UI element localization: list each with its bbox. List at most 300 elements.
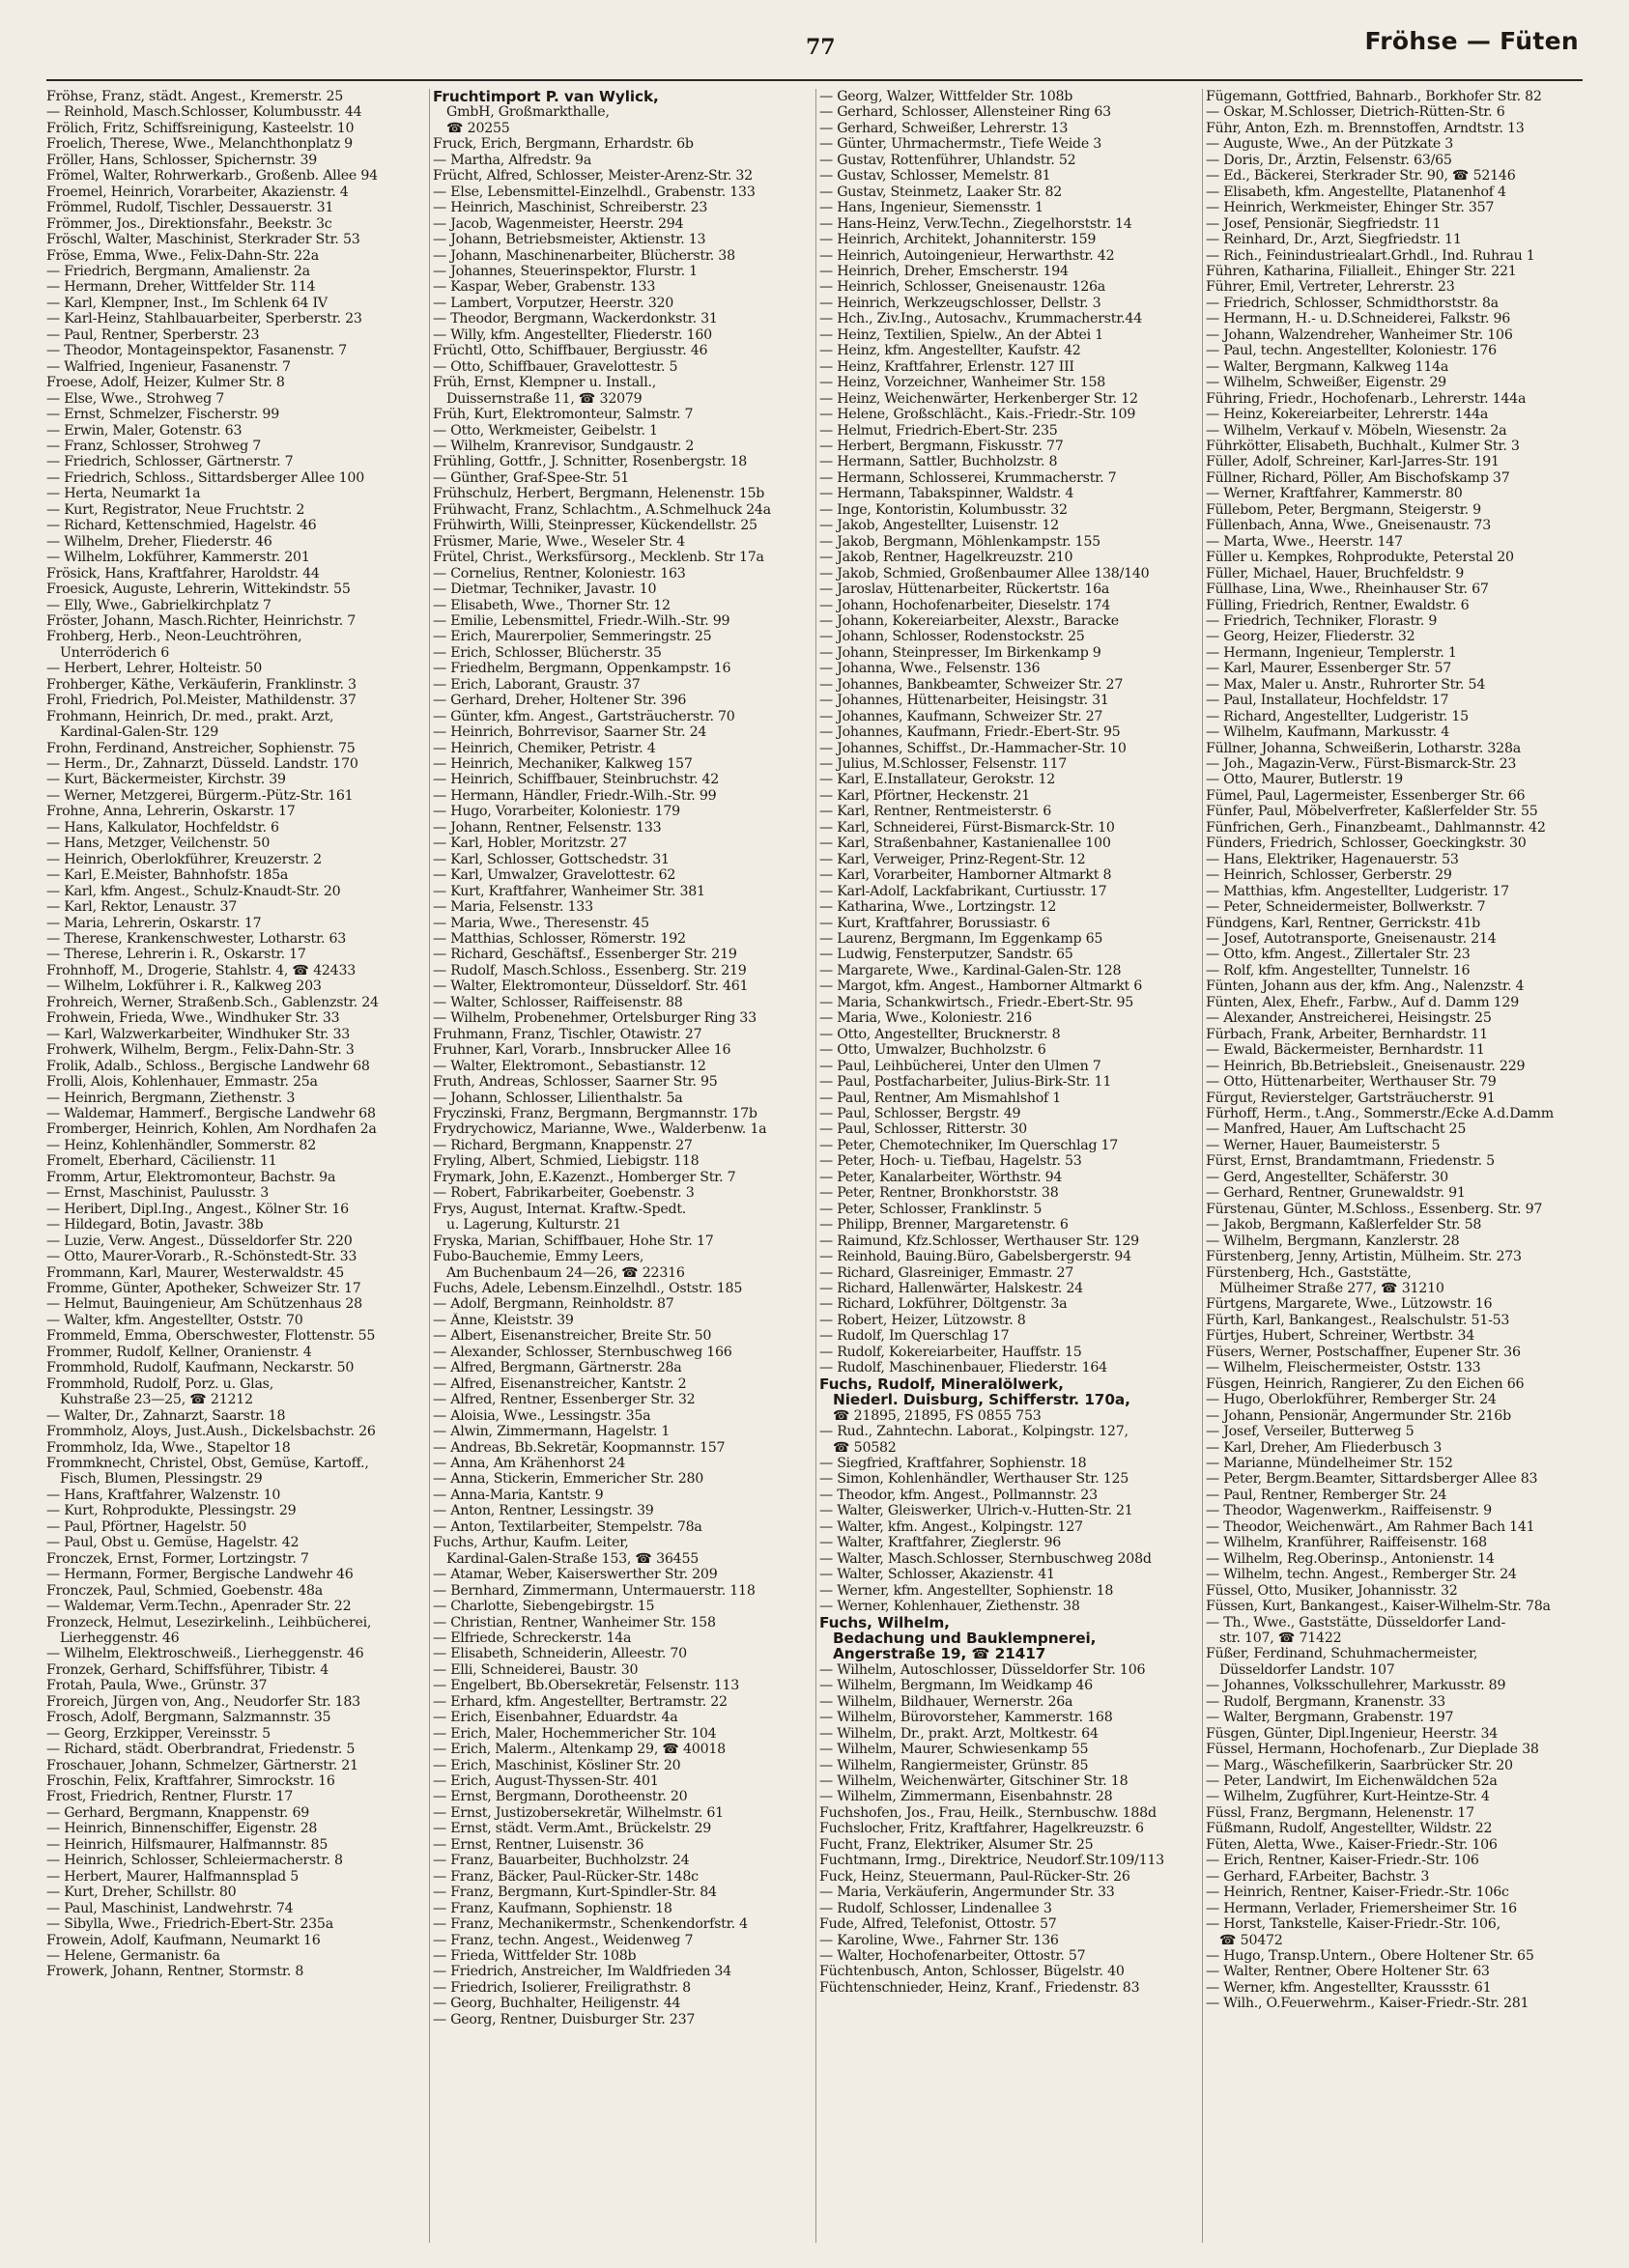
directory-entry: Mülheimer Straße 277, ☎ 31210	[1219, 1280, 1444, 1296]
directory-entry: — Wilhelm, Kranrevisor, Sundgaustr. 2	[433, 438, 695, 454]
directory-entry: — Alfred, Eisenanstreicher, Kantstr. 2	[433, 1375, 687, 1392]
directory-entry: Frohreich, Werner, Straßenb.Sch., Gablenzstr. 24	[46, 994, 379, 1010]
directory-entry: Frohwerk, Wilhelm, Bergm., Felix-Dahn-Str. 3	[46, 1042, 355, 1059]
directory-entry: — Walter, Hochofenarbeiter, Ottostr. 57	[819, 1948, 1086, 1965]
directory-entry: Frommknecht, Christel, Obst, Gemüse, Kartoff.,	[46, 1455, 369, 1471]
directory-entry: — Gerhard, Rentner, Grunewaldstr. 91	[1206, 1185, 1466, 1202]
directory-entry: — Wilhelm, Rangiermeister, Grünstr. 85	[819, 1757, 1089, 1773]
column-divider	[1202, 89, 1203, 2243]
directory-entry: — Heinrich, Schlosser, Schleiermacherstr. 8	[46, 1853, 343, 1869]
directory-entry: — Helene, Großschlächt., Kais.-Friedr.-Str. 109	[819, 407, 1136, 423]
directory-entry: — Siegfried, Kraftfahrer, Sophienstr. 18	[819, 1455, 1087, 1471]
directory-entry: Fuchs, Adele, Lebensm.Einzelhdl., Oststr. 185	[433, 1280, 743, 1296]
directory-entry: — Anna, Am Krähenhorst 24	[433, 1455, 626, 1471]
directory-entry: — Elisabeth, Wwe., Thorner Str. 12	[433, 597, 671, 613]
directory-entry: Füssl, Franz, Bergmann, Helenenstr. 17	[1206, 1804, 1474, 1821]
directory-entry: — Hermann, Händler, Friedr.-Wilh.-Str. 99	[433, 787, 717, 804]
directory-entry: — Heinz, Weichenwärter, Herkenberger Str. 12	[819, 390, 1138, 407]
directory-entry: Frommholz, Aloys, Just.Aush., Dickelsbachstr. 26	[46, 1424, 376, 1440]
directory-entry: Unterröderich 6	[60, 644, 169, 661]
directory-entry: — Gerhard, Schlosser, Allensteiner Ring 63	[819, 104, 1111, 121]
directory-entry: — Bernhard, Zimmermann, Untermauerstr. 118	[433, 1582, 756, 1599]
directory-entry: — Friedrich, Bergmann, Amalienstr. 2a	[46, 263, 310, 279]
directory-entry: — Walter, Bergmann, Grabenstr. 197	[1206, 1710, 1454, 1726]
directory-entry: Fürstenau, Günter, M.Schloss., Essenberg. Str. 97	[1206, 1201, 1543, 1217]
directory-entry: — Ed., Bäckerei, Sterkrader Str. 90, ☎ 52146	[1206, 168, 1516, 184]
directory-entry: — Philipp, Brenner, Margaretenstr. 6	[819, 1217, 1069, 1233]
directory-entry: Fuchs, Arthur, Kaufm. Leiter,	[433, 1535, 629, 1551]
directory-entry: — Johann, Hochofenarbeiter, Dieselstr. 174	[819, 597, 1111, 613]
directory-entry: — Johann, Pensionär, Angermunder Str. 216b	[1206, 1407, 1511, 1424]
directory-entry: — Karl, Verweiger, Prinz-Regent-Str. 12	[819, 851, 1086, 867]
directory-entry: — Karl, Hobler, Moritzstr. 27	[433, 836, 627, 852]
directory-entry: — Georg, Rentner, Duisburger Str. 237	[433, 2011, 696, 2027]
directory-entry: — Max, Maler u. Anstr., Ruhrorter Str. 54	[1206, 676, 1486, 693]
directory-entry: — Günter, kfm. Angest., Gartsträucherstr. 70	[433, 708, 735, 724]
directory-entry: — Anna-Maria, Kantstr. 9	[433, 1487, 604, 1503]
directory-entry: — Hans, Kalkulator, Hochfeldstr. 6	[46, 819, 279, 836]
directory-entry: Füssen, Kurt, Bankangest., Kaiser-Wilhelm-Str. 78a	[1206, 1599, 1551, 1615]
directory-entry: Führing, Friedr., Hochofenarb., Lehrerstr. 144a	[1206, 390, 1527, 407]
page-header	[0, 27, 1629, 75]
directory-entry: — Josef, Autotransporte, Gneisenaustr. 214	[1206, 931, 1497, 948]
directory-entry: Füllhase, Lina, Wwe., Rheinhauser Str. 67	[1206, 581, 1489, 598]
directory-entry: — Heinrich, Oberlokführer, Kreuzerstr. 2	[46, 851, 322, 867]
directory-entry: — Hermann, Former, Bergische Landwehr 46	[46, 1567, 354, 1583]
directory-entry: — Rudolf, Im Querschlag 17	[819, 1328, 1010, 1345]
directory-entry: Frohn, Ferdinand, Anstreicher, Sophienstr. 75	[46, 740, 356, 756]
directory-entry: — Heinrich, Autoingenieur, Herwarthstr. 42	[819, 247, 1115, 264]
directory-entry: — Friedrich, Techniker, Florastr. 9	[1206, 612, 1438, 629]
directory-entry: — Karoline, Wwe., Fahrner Str. 136	[819, 1932, 1059, 1948]
directory-entry: — Johannes, Hüttenarbeiter, Heisingstr. 31	[819, 693, 1109, 709]
directory-entry: — Ernst, Maschinist, Paulusstr. 3	[46, 1185, 269, 1202]
directory-entry: Füssel, Otto, Musiker, Johannisstr. 32	[1206, 1582, 1458, 1599]
directory-entry: — Else, Lebensmittel-Einzelhdl., Grabenstr. 133	[433, 184, 756, 200]
directory-entry: — Else, Wwe., Strohweg 7	[46, 390, 224, 407]
directory-entry: — Georg, Walzer, Wittfelder Str. 108b	[819, 89, 1073, 104]
directory-entry: GmbH, Großmarkthalle,	[446, 104, 610, 121]
directory-entry: — Gustav, Rottenführer, Uhlandstr. 52	[819, 152, 1076, 168]
directory-entry: — Walter, Rentner, Obere Holtener Str. 63	[1206, 1964, 1490, 1980]
directory-entry: — Wilhelm, Maurer, Schwiesenkamp 55	[819, 1742, 1089, 1758]
directory-entry: — Maria, Wwe., Koloniestr. 216	[819, 1010, 1032, 1027]
directory-entry: — Hermann, Sattler, Buchholzstr. 8	[819, 454, 1058, 470]
directory-entry: Fruhmann, Franz, Tischler, Otawistr. 27	[433, 1026, 702, 1042]
directory-entry: — Paul, Obst u. Gemüse, Hagelstr. 42	[46, 1535, 300, 1551]
directory-entry: — Adolf, Bergmann, Reinholdstr. 87	[433, 1296, 674, 1313]
directory-entry: — Paul, Rentner, Am Mismahlshof 1	[819, 1090, 1062, 1106]
directory-entry: — Heinrich, Werkmeister, Ehinger Str. 357	[1206, 200, 1495, 216]
directory-entry: — Maria, Schankwirtsch., Friedr.-Ebert-Str. 95	[819, 994, 1134, 1010]
directory-entry: — Johannes, Bankbeamter, Schweizer Str. 27	[819, 676, 1124, 693]
directory-entry: Fisch, Blumen, Plessingstr. 29	[60, 1471, 263, 1488]
directory-entry: Fünten, Johann aus der, kfm. Ang., Nalenzstr. 4	[1206, 978, 1525, 995]
directory-entry: — Paul, Installateur, Hochfeldstr. 17	[1206, 693, 1449, 709]
directory-entry: — Heribert, Dipl.Ing., Angest., Kölner Str. 16	[46, 1201, 349, 1217]
directory-entry: — Waldemar, Hammerf., Bergische Landwehr 68	[46, 1106, 376, 1121]
directory-entry: — Cornelius, Rentner, Koloniestr. 163	[433, 565, 686, 581]
directory-entry: — Walter, Masch.Schlosser, Sternbuschweg 208d	[819, 1550, 1152, 1567]
directory-entry: — Rudolf, Maschinenbauer, Fliederstr. 164	[819, 1360, 1107, 1376]
directory-entry: — Julius, M.Schlosser, Felsenstr. 117	[819, 756, 1068, 773]
directory-entry: — Josef, Pensionär, Siegfriedstr. 11	[1206, 215, 1442, 232]
directory-entry: — Friedrich, Schlosser, Gärtnerstr. 7	[46, 454, 294, 470]
directory-entry: Kardinal-Galen-Str. 129	[60, 724, 219, 741]
directory-entry: — Karl, Rentner, Rentmeisterstr. 6	[819, 804, 1052, 820]
directory-entry: Frohnhoff, M., Drogerie, Stahlstr. 4, ☎ 42433	[46, 962, 356, 978]
directory-entry: — Erich, Laborant, Graustr. 37	[433, 676, 641, 693]
directory-entry: Früsmer, Marie, Wwe., Weseler Str. 4	[433, 533, 685, 550]
directory-entry: Fromberger, Heinrich, Kohlen, Am Nordhafen 2a	[46, 1121, 377, 1138]
directory-entry: — Rudolf, Schlosser, Lindenallee 3	[819, 1900, 1052, 1916]
directory-entry: — Doris, Dr., Ärztin, Felsenstr. 63/65	[1206, 152, 1452, 168]
directory-entry: — Anton, Rentner, Lessingstr. 39	[433, 1503, 654, 1519]
directory-entry: — Marianne, Mündelheimer Str. 152	[1206, 1455, 1453, 1471]
directory-entry: Fuchslocher, Fritz, Kraftfahrer, Hagelkreuzstr. 6	[819, 1821, 1144, 1837]
directory-entry: — Werner, Hauer, Baumeisterstr. 5	[1206, 1137, 1441, 1153]
directory-entry: — Erich, Schlosser, Blücherstr. 35	[433, 644, 662, 661]
directory-entry: — Kurt, Rohprodukte, Plessingstr. 29	[46, 1503, 297, 1519]
directory-entry: — Änne, Kleiststr. 39	[433, 1312, 574, 1328]
directory-entry: — Wilhelm, Fleischermeister, Oststr. 133	[1206, 1360, 1481, 1376]
directory-entry: Frühwirth, Willi, Steinpresser, Kückendellstr. 25	[433, 518, 757, 534]
directory-entry: — Johannes, Kaufmann, Friedr.-Ebert-Str. 95	[819, 724, 1121, 741]
directory-entry: — Wilhelm, Zimmermann, Eisenbahnstr. 28	[819, 1789, 1113, 1805]
directory-entry: Fruth, Andreas, Schlosser, Saarner Str. 95	[433, 1074, 718, 1091]
directory-entry: — Auguste, Wwe., An der Pützkate 3	[1206, 136, 1454, 153]
directory-entry: Fürst, Ernst, Brandamtmann, Friedenstr. 5	[1206, 1153, 1495, 1170]
directory-entry: — Franz, techn. Angest., Weidenweg 7	[433, 1932, 694, 1948]
directory-entry: — Peter, Kanalarbeiter, Wörthstr. 94	[819, 1169, 1063, 1185]
directory-entry: Frommer, Rudolf, Kellner, Oranienstr. 4	[46, 1344, 312, 1360]
directory-entry: — Wilhelm, Lokführer, Kammerstr. 201	[46, 550, 310, 566]
directory-entry: — Richard, Lokführer, Döltgenstr. 3a	[819, 1296, 1068, 1313]
directory-entry: Frost, Friedrich, Rentner, Flurstr. 17	[46, 1789, 294, 1805]
directory-entry: — Paul, Leihbücherei, Unter den Ulmen 7	[819, 1058, 1101, 1074]
directory-entry: — Elisabeth, kfm. Angestellte, Platanenhof 4	[1206, 184, 1506, 200]
directory-entry: — Richard, Hallenwärter, Halskestr. 24	[819, 1280, 1083, 1296]
directory-entry: — Rich., Feinindustriealart.Grhdl., Ind. Ruhrau 1	[1206, 247, 1535, 264]
directory-entry: — Peter, Bergm.Beamter, Sittardsberger Allee 83	[1206, 1471, 1538, 1488]
directory-entry: — Ernst, Justizobersekretär, Wilhelmstr. 61	[433, 1804, 724, 1821]
directory-entry: — Walfried, Ingenieur, Fasanenstr. 7	[46, 358, 291, 375]
directory-entry: — Walter, Gleiswerker, Ulrich-v.-Hutten-Str. 21	[819, 1503, 1133, 1519]
directory-entry: — Richard, Glasreiniger, Emmastr. 27	[819, 1264, 1074, 1281]
directory-entry: — Ernst, Bergmann, Dorotheenstr. 20	[433, 1789, 688, 1805]
directory-entry: Frohl, Friedrich, Pol.Meister, Mathildenstr. 37	[46, 693, 357, 709]
directory-entry: — Heinrich, Hilfsmaurer, Halfmannstr. 85	[46, 1836, 329, 1853]
directory-entry: — Karl, E.Installateur, Gerokstr. 12	[819, 772, 1056, 788]
directory-entry: — Friedrich, Isolierer, Freiligrathstr. 8	[433, 1979, 691, 1996]
directory-entry: Frommann, Karl, Maurer, Westerwaldstr. 45	[46, 1264, 344, 1281]
directory-entry: — Karl, kfm. Angest., Schulz-Knaudt-Str. 20	[46, 883, 341, 899]
directory-entry: — Hermann, Ingenieur, Templerstr. 1	[1206, 644, 1457, 661]
directory-entry: — Herbert, Lehrer, Holteistr. 50	[46, 661, 262, 677]
directory-entry: Am Buchenbaum 24—26, ☎ 22316	[446, 1264, 685, 1281]
directory-entry: — Walter, Elektromonteur, Düsseldorf. Str. 461	[433, 978, 749, 995]
directory-entry: — Katharina, Wwe., Lortzingstr. 12	[819, 899, 1057, 916]
directory-entry: — Günther, Graf-Spee-Str. 51	[433, 469, 629, 486]
directory-entry: Fronzek, Gerhard, Schiffsführer, Tibistr. 4	[46, 1661, 329, 1678]
directory-entry: — Kurt, Dreher, Schillstr. 80	[46, 1885, 237, 1901]
directory-entry: — Werner, Metzgerei, Bürgerm.-Pütz-Str. 161	[46, 787, 354, 804]
directory-entry: — Georg, Heizer, Fliederstr. 32	[1206, 629, 1415, 645]
directory-columns	[46, 89, 1585, 2243]
directory-entry: — Heinrich, Rentner, Kaiser-Friedr.-Str. 106c	[1206, 1885, 1509, 1901]
directory-entry: — Erich, Maschinist, Kösliner Str. 20	[433, 1757, 681, 1773]
directory-entry: Fromelt, Eberhard, Cäcilienstr. 11	[46, 1153, 277, 1170]
directory-entry: — Josef, Verseiler, Butterweg 5	[1206, 1424, 1415, 1440]
directory-entry: — Heinrich, Dreher, Emscherstr. 194	[819, 263, 1069, 279]
directory-entry: Fürbach, Frank, Arbeiter, Bernhardstr. 11	[1206, 1026, 1488, 1042]
column-divider	[815, 89, 816, 2243]
directory-entry: Füten, Aletta, Wwe., Kaiser-Friedr.-Str. 106	[1206, 1836, 1498, 1853]
directory-entry: — Hans, Metzger, Veilchenstr. 50	[46, 836, 271, 852]
directory-entry: — Martha, Alfredstr. 9a	[433, 152, 592, 168]
directory-entry: — Heinrich, Bb.Betriebsleit., Gneisenaustr. 229	[1206, 1058, 1526, 1074]
directory-entry: — Franz, Kaufmann, Sophienstr. 18	[433, 1900, 672, 1916]
directory-entry: — Paul, Schlosser, Ritterstr. 30	[819, 1121, 1027, 1138]
directory-entry: — Richard, städt. Oberbrandrat, Friedenstr. 5	[46, 1742, 356, 1758]
directory-entry: — Wilhelm, Dreher, Fliederstr. 46	[46, 533, 272, 550]
directory-entry: Füchtenbusch, Anton, Schlosser, Bügelstr. 40	[819, 1964, 1125, 1980]
directory-entry: Fünfer, Paul, Möbelverfreter, Kaßlerfelder Str. 55	[1206, 804, 1538, 820]
directory-entry-bold: Fruchtimport P. van Wylick,	[433, 89, 659, 105]
directory-entry: — Hermann, Verlader, Friemersheimer Str. 16	[1206, 1900, 1517, 1916]
directory-entry: — Walter, Dr., Zahnarzt, Saarstr. 18	[46, 1407, 286, 1424]
directory-entry: — Christian, Rentner, Wanheimer Str. 158	[433, 1614, 716, 1630]
directory-entry: — Paul, Rentner, Remberger Str. 24	[1206, 1487, 1447, 1503]
directory-entry: Frohberg, Herb., Neon-Leuchtröhren,	[46, 629, 302, 645]
directory-entry: — Anna, Stickerin, Emmericher Str. 280	[433, 1471, 704, 1488]
directory-entry: — Hildegard, Botin, Javastr. 38b	[46, 1217, 264, 1233]
directory-entry: — Manfred, Hauer, Am Luftschacht 25	[1206, 1121, 1467, 1138]
directory-entry: — Otto, Maurer-Vorarb., R.-Schönstedt-Str. 33	[46, 1249, 357, 1265]
directory-entry: — Franz, Schlosser, Strohweg 7	[46, 438, 262, 454]
directory-entry: Fröster, Johann, Masch.Richter, Heinrichstr. 7	[46, 612, 357, 629]
directory-entry: Führkötter, Elisabeth, Buchhalt., Kulmer Str. 3	[1206, 438, 1520, 454]
directory-entry: — Reinhold, Bauing.Büro, Gabelsbergerstr. 94	[819, 1249, 1131, 1265]
directory-entry: — Karl, Walzwerkarbeiter, Windhuker Str. 33	[46, 1026, 351, 1042]
directory-entry: Frücht, Alfred, Schlosser, Meister-Arenz-Str. 32	[433, 168, 753, 184]
directory-entry: — Hugo, Oberlokführer, Remberger Str. 24	[1206, 1392, 1497, 1408]
directory-column-2	[433, 89, 812, 2243]
directory-entry: Frommhold, Rudolf, Porz. u. Glas,	[46, 1375, 273, 1392]
directory-entry: — Heinrich, Bergmann, Ziethenstr. 3	[46, 1090, 296, 1106]
directory-entry: — Wilhelm, Weichenwärter, Gitschiner Str. 18	[819, 1773, 1129, 1790]
directory-entry: Füller, Michael, Hauer, Bruchfeldstr. 9	[1206, 565, 1465, 581]
directory-entry: — Johanna, Wwe., Felsenstr. 136	[819, 661, 1041, 677]
directory-entry: — Franz, Bauarbeiter, Buchholzstr. 24	[433, 1853, 690, 1869]
directory-entry: Fünfrichen, Gerh., Finanzbeamt., Dahlmannstr. 42	[1206, 819, 1546, 836]
directory-entry: — Wilhelm, Elektroschweiß., Lierheggenstr. 46	[46, 1646, 364, 1662]
directory-entry: — Johann, Steinpresser, Im Birkenkamp 9	[819, 644, 1101, 661]
directory-entry: Fucht, Franz, Elektriker, Alsumer Str. 25	[819, 1836, 1094, 1853]
directory-entry: — Wilhelm, Verkauf v. Möbeln, Wiesenstr. 2a	[1206, 422, 1507, 439]
directory-entry: — Johann, Kokereiarbeiter, Alexstr., Baracke	[819, 612, 1119, 629]
directory-entry: — Werner, Kraftfahrer, Kammerstr. 80	[1206, 486, 1463, 502]
directory-entry: — Walter, Schlosser, Akazienstr. 41	[819, 1567, 1055, 1583]
directory-entry: — Robert, Heizer, Lützowstr. 8	[819, 1312, 1026, 1328]
directory-entry: — Paul, Schlosser, Bergstr. 49	[819, 1106, 1021, 1121]
directory-entry: — Wilhelm, Reg.Oberinsp., Antonienstr. 14	[1206, 1550, 1495, 1567]
directory-entry: — Karl-Heinz, Stahlbauarbeiter, Sperberstr. 23	[46, 311, 362, 327]
directory-entry: — Jacob, Wagenmeister, Heerstr. 294	[433, 215, 684, 232]
directory-entry: — Theodor, Bergmann, Wackerdonkstr. 31	[433, 311, 718, 327]
directory-entry: — Wilhelm, Schweißer, Eigenstr. 29	[1206, 375, 1446, 391]
directory-entry: — Gerd, Angestellter, Schäferstr. 30	[1206, 1169, 1448, 1185]
directory-entry: Füssel, Hermann, Hochofenarb., Zur Dieplade 38	[1206, 1742, 1539, 1758]
directory-entry: — Marg., Wäschefilkerin, Saarbrücker Str. 20	[1206, 1757, 1513, 1773]
directory-entry: — Laurenz, Bergmann, Im Eggenkamp 65	[819, 931, 1103, 948]
directory-entry: — Georg, Buchhalter, Heiligenstr. 44	[433, 1996, 681, 2012]
directory-entry: — Horst, Tankstelle, Kaiser-Friedr.-Str. 106,	[1206, 1916, 1500, 1933]
directory-entry: Fürstenberg, Jenny, Artistin, Mülheim. Str. 273	[1206, 1249, 1522, 1265]
directory-entry: — Th., Wwe., Gaststätte, Düsseldorfer Land-	[1206, 1614, 1506, 1630]
directory-entry: Fryczinski, Franz, Bergmann, Bergmannstr. 17b	[433, 1106, 757, 1121]
directory-entry: — Margot, kfm. Angest., Hamborner Altmarkt 6	[819, 978, 1143, 995]
directory-entry: — Theodor, Weichenwärt., Am Rahmer Bach 141	[1206, 1518, 1535, 1535]
directory-entry: — Kurt, Registrator, Neue Fruchtstr. 2	[46, 501, 305, 518]
directory-entry: Füsgen, Günter, Dipl.Ingenieur, Heerstr. 34	[1206, 1725, 1499, 1742]
directory-entry: — Gerhard, F.Arbeiter, Bachstr. 3	[1206, 1868, 1430, 1885]
directory-entry: Froemel, Heinrich, Vorarbeiter, Akazienstr. 4	[46, 184, 349, 200]
directory-entry: — Joh., Magazin-Verw., Fürst-Bismarck-Str. 23	[1206, 756, 1517, 773]
directory-entry: — Gerhard, Schweißer, Lehrerstr. 13	[819, 120, 1069, 136]
directory-entry: Frydrychowicz, Marianne, Wwe., Walderbenw. 1a	[433, 1121, 767, 1138]
directory-entry: — Engelbert, Bb.Obersekretär, Felsenstr. 113	[433, 1678, 740, 1694]
directory-entry: — Richard, Geschäftsf., Essenberger Str. 219	[433, 947, 737, 963]
directory-entry: Duissernstraße 11, ☎ 32079	[446, 390, 643, 407]
directory-entry: — Kurt, Kraftfahrer, Borussiastr. 6	[819, 915, 1050, 931]
directory-entry: — Peter, Landwirt, Im Eichenwäldchen 52a	[1206, 1773, 1498, 1790]
directory-entry: — Paul, Pförtner, Hagelstr. 50	[46, 1518, 246, 1535]
directory-entry: Frühling, Gottfr., J. Schnitter, Rosenbergstr. 18	[433, 454, 748, 470]
directory-entry: Füsgen, Heinrich, Rangierer, Zu den Eichen 66	[1206, 1375, 1525, 1392]
directory-entry: — Andreas, Bb.Sekretär, Koopmannstr. 157	[433, 1439, 726, 1456]
directory-entry: — Reinhard, Dr., Arzt, Siegfriedstr. 11	[1206, 232, 1462, 248]
directory-entry: — Ewald, Bäckermeister, Bernhardstr. 11	[1206, 1042, 1485, 1059]
directory-entry: — Alexander, Schlosser, Sternbuschweg 166	[433, 1344, 732, 1360]
directory-entry: — Emilie, Lebensmittel, Friedr.-Wilh.-Str. 99	[433, 612, 730, 629]
directory-entry: — Theodor, kfm. Angest., Pollmannstr. 23	[819, 1487, 1098, 1503]
directory-entry: Fronczek, Ernst, Former, Lortzingstr. 7	[46, 1550, 309, 1567]
directory-entry: — Rudolf, Masch.Schloss., Essenberg. Str. 219	[433, 962, 747, 978]
directory-entry: — Paul, techn. Angestellter, Koloniestr. 176	[1206, 343, 1497, 359]
directory-entry: — Wilhelm, Probenehmer, Ortelsburger Ring 33	[433, 1010, 757, 1027]
directory-entry: Fuck, Heinz, Steuermann, Paul-Rücker-Str. 26	[819, 1868, 1130, 1885]
directory-entry: ☎ 20255	[446, 120, 510, 136]
directory-entry: — Maria, Lehrerin, Oskarstr. 17	[46, 915, 262, 931]
directory-entry: — Waldemar, Verm.Techn., Apenrader Str. 22	[46, 1599, 352, 1615]
directory-entry: Fude, Alfred, Telefonist, Ottostr. 57	[819, 1916, 1057, 1933]
directory-entry: — Gustav, Schlosser, Memelstr. 81	[819, 168, 1051, 184]
directory-entry: — Herbert, Bergmann, Fiskusstr. 77	[819, 438, 1064, 454]
directory-entry-bold: Bedachung und Bauklempnerei,	[833, 1630, 1097, 1647]
directory-entry: — Walter, Elektromont., Sebastianstr. 12	[433, 1058, 706, 1074]
directory-entry: — Rudolf, Bergmann, Kranenstr. 33	[1206, 1693, 1445, 1710]
directory-entry: — Herm., Dr., Zahnarzt, Düsseld. Landstr. 170	[46, 756, 358, 773]
directory-entry: — Erwin, Maler, Gotenstr. 63	[46, 422, 243, 439]
directory-entry: — Heinrich, Schlosser, Gneisenaustr. 126a	[819, 279, 1105, 296]
directory-entry-bold: Fuchs, Wilhelm,	[819, 1614, 950, 1630]
directory-entry: Führ, Anton, Ezh. m. Brennstoffen, Arndtstr. 13	[1206, 120, 1525, 136]
directory-entry: — Karl, Vorarbeiter, Hamborner Altmarkt 8	[819, 867, 1112, 884]
directory-entry: — Peter, Hoch- u. Tiefbau, Hagelstr. 53	[819, 1153, 1082, 1170]
directory-entry: Fryling, Albert, Schmied, Liebigstr. 118	[433, 1153, 700, 1170]
directory-entry: — Oskar, M.Schlosser, Dietrich-Rütten-Str. 6	[1206, 104, 1505, 121]
directory-entry: — Therese, Lehrerin i. R., Oskarstr. 17	[46, 947, 306, 963]
directory-entry: — Raimund, Kfz.Schlosser, Werthauser Str. 129	[819, 1233, 1139, 1249]
directory-entry: — Theodor, Montageinspektor, Fasanenstr. 7	[46, 343, 347, 359]
directory-entry: Fürstenberg, Hch., Gaststätte,	[1206, 1264, 1412, 1281]
directory-entry: str. 107, ☎ 71422	[1219, 1630, 1342, 1646]
directory-entry: — Luzie, Verw. Angest., Düsseldorfer Str. 220	[46, 1233, 353, 1249]
directory-entry: — Heinrich, Bohrrevisor, Saarner Str. 24	[433, 724, 707, 741]
directory-entry: Fröse, Emma, Wwe., Felix-Dahn-Str. 22a	[46, 247, 319, 264]
directory-entry: — Walter, kfm. Angestellter, Oststr. 70	[46, 1312, 303, 1328]
directory-entry: — Karl, Dreher, Am Fliederbusch 3	[1206, 1439, 1443, 1456]
directory-entry: — Wilhelm, Bürovorsteher, Kammerstr. 168	[819, 1710, 1113, 1726]
directory-entry: Froelich, Therese, Wwe., Melanchthonplatz 9	[46, 136, 353, 153]
directory-entry: — Paul, Maschinist, Landwehrstr. 74	[46, 1900, 294, 1916]
directory-entry: — Erich, Maler, Hochemmericher Str. 104	[433, 1725, 717, 1742]
directory-entry: — Otto, Maurer, Butlerstr. 19	[1206, 772, 1403, 788]
directory-entry: — Kurt, Bäckermeister, Kirchstr. 39	[46, 772, 286, 788]
directory-entry: — Frieda, Wittfelder Str. 108b	[433, 1948, 637, 1965]
directory-entry: — Elly, Wwe., Gabrielkirchplatz 7	[46, 597, 272, 613]
directory-entry: — Alfred, Bergmann, Gärtnerstr. 28a	[433, 1360, 682, 1376]
directory-entry: — Otto, Umwalzer, Buchholzstr. 6	[819, 1042, 1046, 1059]
directory-entry: — Helene, Germanistr. 6a	[46, 1948, 220, 1965]
directory-entry: — Richard, Kettenschmied, Hagelstr. 46	[46, 518, 317, 534]
directory-entry: Füllenbach, Anna, Wwe., Gneisenaustr. 73	[1206, 518, 1491, 534]
directory-entry: — Rud., Zahntechn. Laborat., Kolpingstr. 127,	[819, 1424, 1129, 1440]
directory-entry: Früh, Ernst, Klempner u. Install.,	[433, 375, 657, 391]
directory-entry: Fünders, Friedrich, Schlosser, Goeckingkstr. 30	[1206, 836, 1527, 852]
directory-entry: — Inge, Kontoristin, Kolumbusstr. 32	[819, 501, 1068, 518]
directory-entry: — Karl, Klempner, Inst., Im Schlenk 64 IV	[46, 295, 328, 311]
header-rule	[46, 79, 1583, 81]
directory-entry: Fronzeck, Helmut, Lesezirkelinh., Leihbücherei,	[46, 1614, 372, 1630]
directory-entry: Frolik, Adalb., Schloss., Bergische Landwehr 68	[46, 1058, 370, 1074]
directory-entry: — Robert, Fabrikarbeiter, Goebenstr. 3	[433, 1185, 695, 1202]
directory-entry: u. Lagerung, Kulturstr. 21	[446, 1217, 622, 1233]
directory-entry: Füllner, Richard, Pöller, Am Bischofskamp 37	[1206, 469, 1510, 486]
directory-entry: — Günter, Uhrmachermstr., Tiefe Weide 3	[819, 136, 1102, 153]
directory-entry: — Karl, Rektor, Lenaustr. 37	[46, 899, 238, 916]
directory-entry: — Helmut, Friedrich-Ebert-Str. 235	[819, 422, 1058, 439]
directory-entry: — Richard, Bergmann, Knappenstr. 27	[433, 1137, 693, 1153]
directory-entry: — Gerhard, Dreher, Holtener Str. 396	[433, 693, 687, 709]
directory-entry: Füllner, Johanna, Schweißerin, Lotharstr. 328a	[1206, 740, 1521, 756]
directory-entry: Füßer, Ferdinand, Schuhmachermeister,	[1206, 1646, 1478, 1662]
directory-entry: — Heinrich, Schlosser, Gerberstr. 29	[1206, 867, 1452, 884]
directory-entry: Füchtenschnieder, Heinz, Kranf., Friedenstr. 83	[819, 1979, 1140, 1996]
directory-column-4	[1206, 89, 1585, 2243]
directory-entry: — Friedrich, Schlosser, Schmidthorststr. 8a	[1206, 295, 1499, 311]
directory-entry: — Hugo, Vorarbeiter, Koloniestr. 179	[433, 804, 680, 820]
directory-entry: Früh, Kurt, Elektromonteur, Salmstr. 7	[433, 407, 694, 423]
directory-entry: — Hans-Heinz, Verw.Techn., Ziegelhorststr. 14	[819, 215, 1132, 232]
directory-entry: — Aloisia, Wwe., Lessingstr. 35a	[433, 1407, 651, 1424]
directory-entry: — Johann, Walzendreher, Wanheimer Str. 106	[1206, 326, 1513, 343]
directory-entry: — Jakob, Schmied, Großenbaumer Allee 138/140	[819, 565, 1150, 581]
directory-entry: ☎ 50582	[833, 1439, 897, 1456]
directory-entry: Froese, Adolf, Heizer, Kulmer Str. 8	[46, 375, 285, 391]
directory-entry: — Heinz, Textilien, Spielw., An der Abtei 1	[819, 326, 1103, 343]
